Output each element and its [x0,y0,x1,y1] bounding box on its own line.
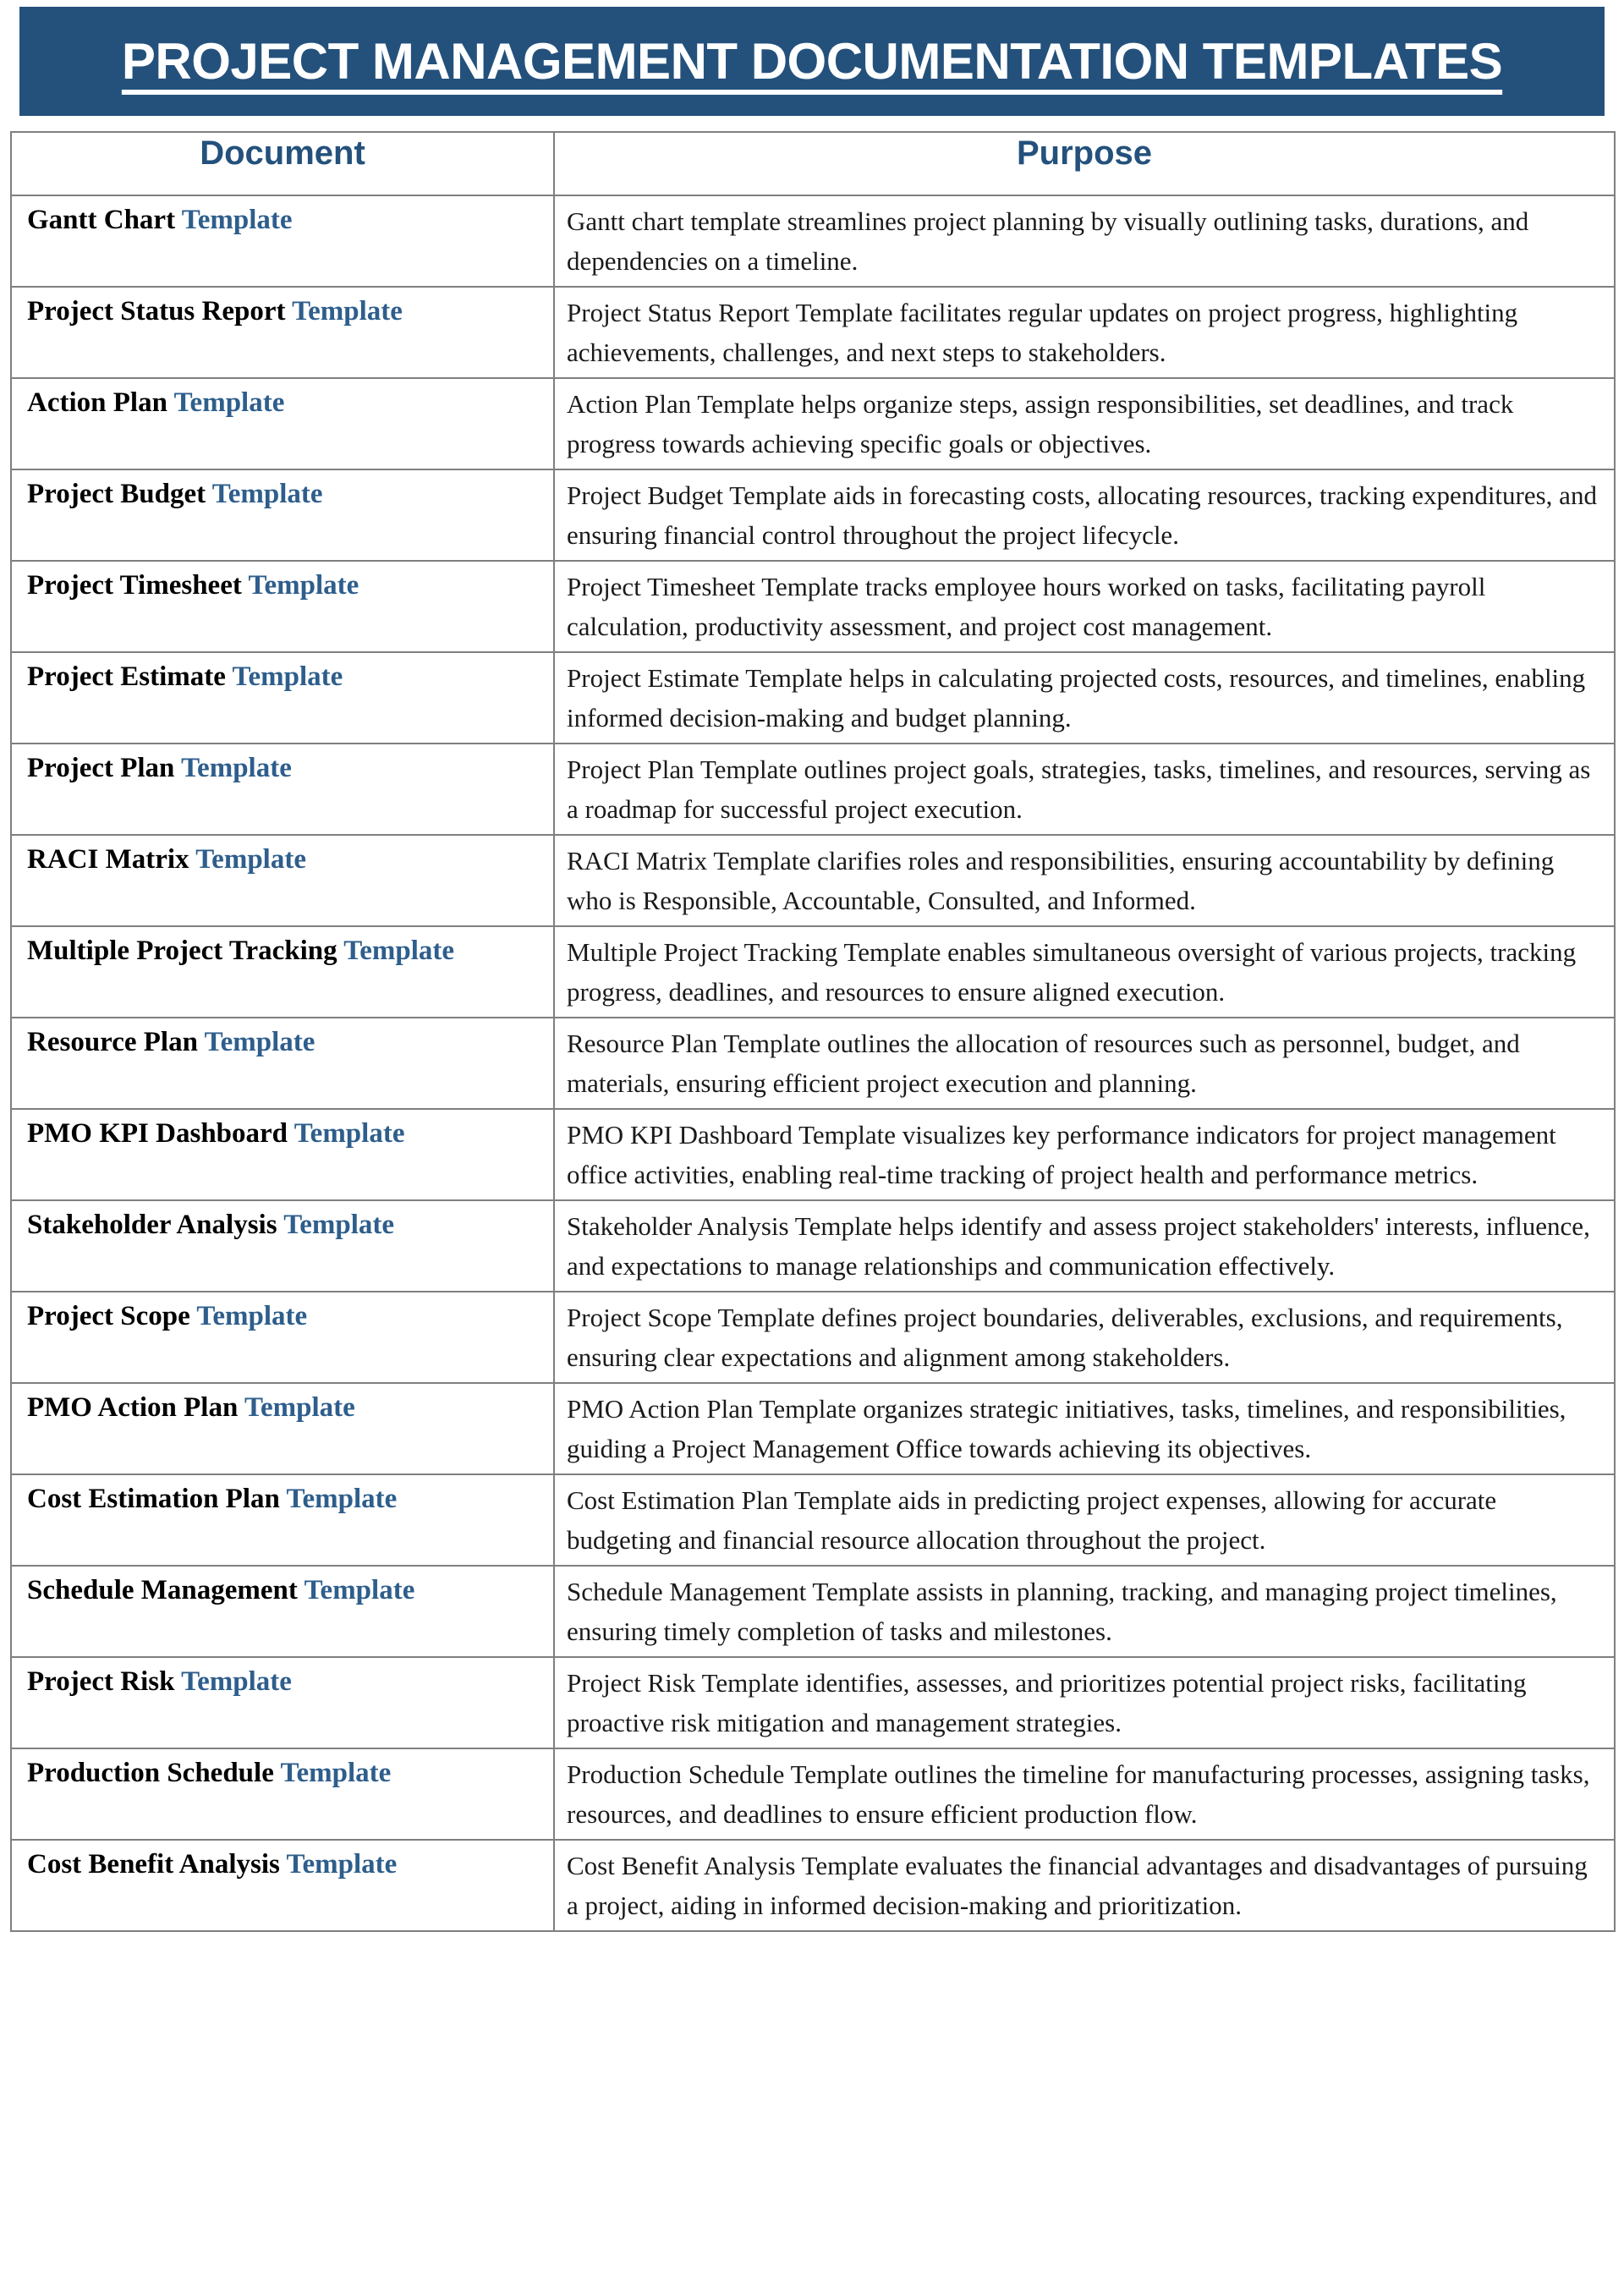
template-link[interactable]: Template [286,1849,398,1880]
template-link[interactable]: Template [196,1301,308,1331]
template-link[interactable]: Template [211,479,323,509]
purpose-cell: Multiple Project Tracking Template enables simultaneous oversight of various projects, tracking progress, deadlines, and resources to ensure aligned execution. [554,926,1615,1018]
document-name: RACI Matrix [27,844,189,875]
document-name: Project Budget [27,479,206,509]
document-name-cell [11,1748,554,1840]
document-name-cell [11,287,554,378]
purpose-cell: Project Plan Template outlines project goals, strategies, tasks, timelines, and resources, serving as a roadmap for successful project execution. [554,744,1615,835]
document-name-cell [11,469,554,561]
table-header [11,132,1615,195]
purpose-cell: Schedule Management Template assists in planning, tracking, and managing project timelines, ensuring timely completion of tasks and milestones. [554,1566,1615,1657]
template-link[interactable]: Template [286,1484,398,1514]
purpose-cell: Project Budget Template aids in forecasting costs, allocating resources, tracking expenditures, and ensuring financial control throughout the project lifecycle. [554,469,1615,561]
table-row [11,1566,1615,1657]
purpose-cell: Project Risk Template identifies, assesses, and prioritizes potential project risks, facilitating proactive risk mitigation and management strategies. [554,1657,1615,1748]
document-name-cell [11,195,554,287]
document-name: Action Plan [27,387,167,418]
template-link[interactable]: Template [280,1758,392,1788]
page-title: PROJECT MANAGEMENT DOCUMENTATION TEMPLATES [121,33,1503,90]
document-name: Cost Benefit Analysis [27,1849,280,1880]
document-name-cell [11,561,554,652]
page-banner [19,7,1605,116]
document-name: Resource Plan [27,1027,198,1057]
table-row [11,652,1615,744]
template-link[interactable]: Template [232,661,343,692]
document-name: Production Schedule [27,1758,274,1788]
table-row [11,1200,1615,1292]
purpose-cell: PMO KPI Dashboard Template visualizes key performance indicators for project management office activities, enabling real-time tracking of project health and performance metrics. [554,1109,1615,1200]
templates-table-wrapper [10,131,1614,1932]
purpose-cell: RACI Matrix Template clarifies roles and responsibilities, ensuring accountability by defining who is Responsible, Accountable, Consulted, and Informed. [554,835,1615,926]
template-link[interactable]: Template [294,1118,405,1149]
table-row [11,1109,1615,1200]
document-name-cell [11,744,554,835]
template-link[interactable]: Template [181,205,293,235]
purpose-cell: Stakeholder Analysis Template helps identify and assess project stakeholders' interests, influence, and expectations to manage relationships and communication effectively. [554,1200,1615,1292]
table-row [11,378,1615,469]
table-row [11,195,1615,287]
purpose-cell: Cost Estimation Plan Template aids in predicting project expenses, allowing for accurate budgeting and financial resource allocation throughout the project. [554,1474,1615,1566]
template-link[interactable]: Template [204,1027,315,1057]
table-header-row [11,132,1615,195]
template-link[interactable]: Template [181,753,292,783]
document-name: Stakeholder Analysis [27,1210,277,1240]
table-body [11,195,1615,1931]
document-name-cell [11,652,554,744]
purpose-cell: Action Plan Template helps organize steps, assign responsibilities, set deadlines, and track progress towards achieving specific goals or objectives. [554,378,1615,469]
document-name: Multiple Project Tracking [27,936,337,966]
table-row [11,1383,1615,1474]
template-link[interactable]: Template [244,1392,355,1423]
document-name-cell [11,1383,554,1474]
table-row [11,926,1615,1018]
document-name-cell [11,835,554,926]
document-name-cell [11,1474,554,1566]
document-name: Project Timesheet [27,570,242,601]
purpose-cell: Project Status Report Template facilitates regular updates on project progress, highlighting achievements, challenges, and next steps to stakeholders. [554,287,1615,378]
document-name: Cost Estimation Plan [27,1484,280,1514]
document-name: Project Status Report [27,296,286,327]
table-row [11,1840,1615,1931]
document-name: Schedule Management [27,1575,298,1605]
templates-table [10,131,1616,1932]
document-name-cell [11,1566,554,1657]
column-header-document: Document [11,132,554,195]
document-name-cell [11,926,554,1018]
document-name: Project Plan [27,753,175,783]
document-name: Project Estimate [27,661,226,692]
table-row [11,287,1615,378]
purpose-cell: Project Estimate Template helps in calculating projected costs, resources, and timelines, enabling informed decision-making and budget planning. [554,652,1615,744]
table-row [11,1748,1615,1840]
purpose-cell: PMO Action Plan Template organizes strategic initiatives, tasks, timelines, and responsibilities, guiding a Project Management Office towards achieving its objectives. [554,1383,1615,1474]
purpose-cell: Gantt chart template streamlines project planning by visually outlining tasks, durations, and dependencies on a timeline. [554,195,1615,287]
purpose-cell: Project Timesheet Template tracks employee hours worked on tasks, facilitating payroll calculation, productivity assessment, and project cost management. [554,561,1615,652]
document-name: PMO KPI Dashboard [27,1118,288,1149]
table-row [11,1292,1615,1383]
template-link[interactable]: Template [248,570,359,601]
template-link[interactable]: Template [283,1210,394,1240]
template-link[interactable]: Template [343,936,455,966]
table-row [11,561,1615,652]
purpose-cell: Production Schedule Template outlines the timeline for manufacturing processes, assigning tasks, resources, and deadlines to ensure efficient production flow. [554,1748,1615,1840]
document-name: Gantt Chart [27,205,176,235]
table-row [11,1657,1615,1748]
purpose-cell: Cost Benefit Analysis Template evaluates the financial advantages and disadvantages of pursuing a project, aiding in informed decision-making and prioritization. [554,1840,1615,1931]
purpose-cell: Resource Plan Template outlines the allocation of resources such as personnel, budget, and materials, ensuring efficient project execution and planning. [554,1018,1615,1109]
document-name-cell [11,1292,554,1383]
template-link[interactable]: Template [181,1666,292,1697]
document-name: PMO Action Plan [27,1392,239,1423]
document-name-cell [11,1840,554,1931]
document-name-cell [11,1657,554,1748]
template-link[interactable]: Template [195,844,306,875]
table-row [11,744,1615,835]
table-row [11,1474,1615,1566]
table-row [11,1018,1615,1109]
template-link[interactable]: Template [304,1575,415,1605]
document-name-cell [11,1109,554,1200]
document-name-cell [11,1200,554,1292]
template-link[interactable]: Template [173,387,285,418]
document-name-cell [11,378,554,469]
document-name-cell [11,1018,554,1109]
table-row [11,469,1615,561]
purpose-cell: Project Scope Template defines project boundaries, deliverables, exclusions, and requirements, ensuring clear expectations and alignment among stakeholders. [554,1292,1615,1383]
document-name: Project Risk [27,1666,175,1697]
document-name: Project Scope [27,1301,190,1331]
table-row [11,835,1615,926]
template-link[interactable]: Template [292,296,403,327]
column-header-purpose: Purpose [554,132,1615,195]
